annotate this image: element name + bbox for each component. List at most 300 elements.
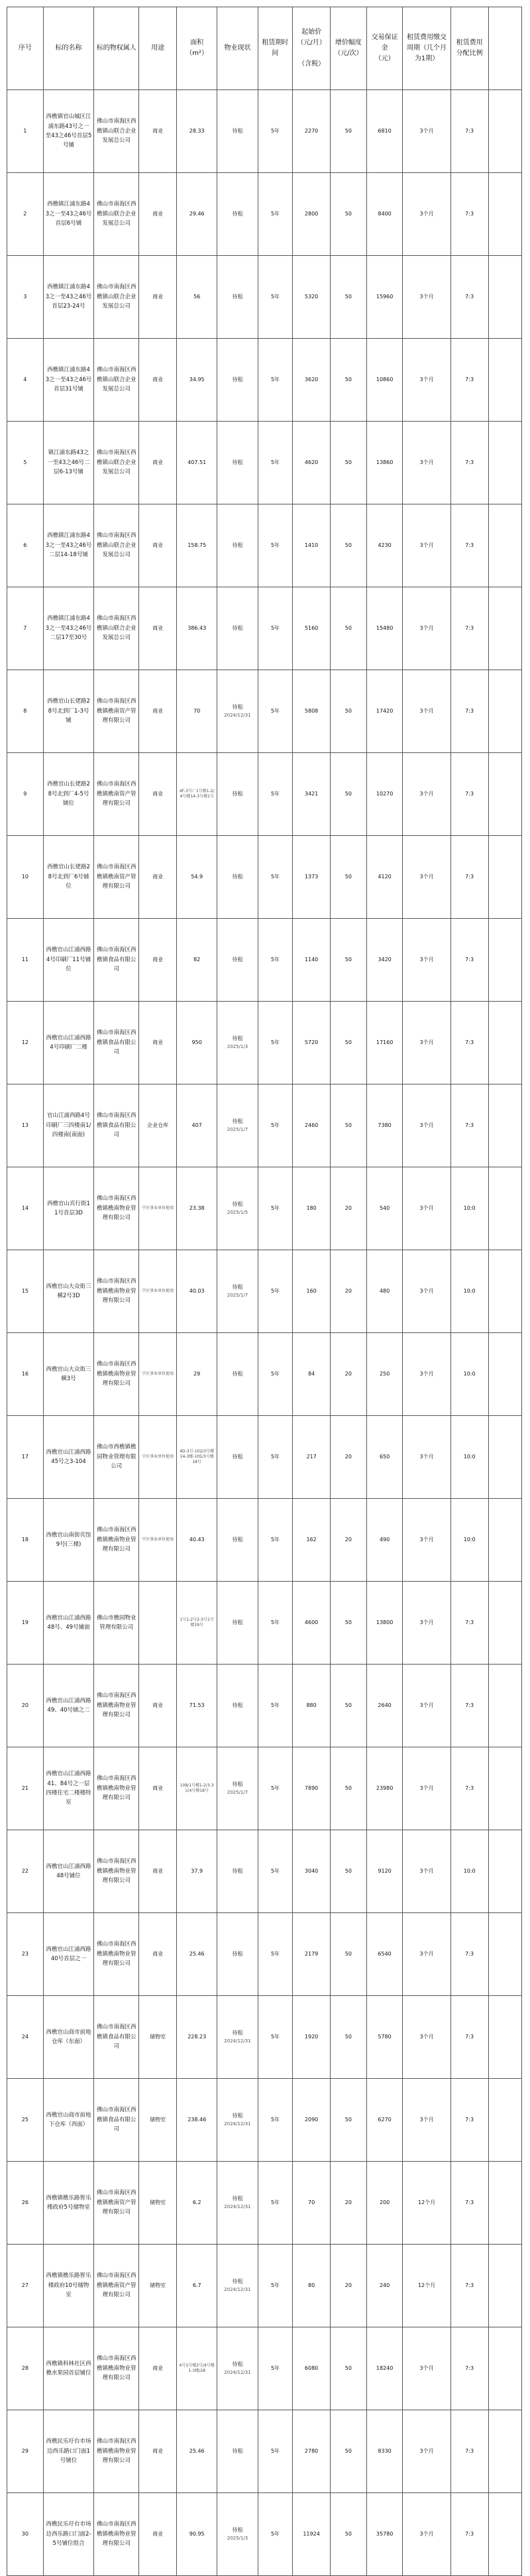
cell-deposit: 10270 [366,753,403,836]
cell-status [217,1002,258,1084]
cell-increment: 20 [331,1167,367,1250]
cell-lease-period: 5年 [258,670,293,753]
cell-name: 西樵官山江浦西路49、40号铺之二 [43,1665,94,1747]
table-row [7,1084,522,1167]
cell-lease-period: 5年 [258,1830,293,1913]
cell-increment: 50 [331,1996,367,2079]
cell-usage: 商业 [139,836,177,919]
cell-deposit: 200 [366,2162,403,2245]
cell-deposit: 2640 [366,1665,403,1747]
cell-owner: 佛山市南海区西樵镇樵南物业管理有限公司 [94,1747,139,1830]
cell-status [217,90,258,173]
cell-lease-period: 5年 [258,1913,293,1996]
cell-area: 1号1-2号2-3号1号楼19号 [177,1582,217,1665]
cell-owner: 佛山市南海区西樵镇食品有限公司 [94,2079,139,2162]
cell-status [217,1416,258,1499]
cell-area: 950 [177,1002,217,1084]
cell-payment-cycle: 3个月 [403,919,450,1002]
cell-no: 20 [7,1665,44,1747]
cell-payment-cycle: 3个月 [403,2079,450,2162]
cell-deposit: 540 [366,1167,403,1250]
cell-payment-cycle: 3个月 [403,1167,450,1250]
cell-deposit: 15480 [366,587,403,670]
cell-start-price: 160 [293,1250,331,1333]
cell-spacer [488,1416,521,1499]
cell-deposit: 10860 [366,339,403,422]
cell-no: 12 [7,1002,44,1084]
status-date: 2025/1/3 [227,1043,248,1049]
table-row [7,504,522,587]
cell-payment-cycle: 3个月 [403,339,450,422]
header-name: 标的名称 [43,7,94,90]
cell-usage: 宁区事业单位使用 [139,1499,177,1582]
cell-payment-cycle: 3个月 [403,1499,450,1582]
cell-name: 西樵镇江浦东路43之一至43之46号二层17至30号 [43,587,94,670]
cell-spacer [488,2410,521,2493]
status-date: 2024/12/31 [224,712,251,718]
cell-spacer [488,670,521,753]
cell-status [217,2079,258,2162]
cell-name: 西樵镇江浦东路43之一至43之46号首层6号铺 [43,173,94,256]
cell-area: 29.46 [177,173,217,256]
cell-split-ratio: 7:3 [450,422,488,504]
cell-start-price: 3040 [293,1830,331,1913]
cell-split-ratio: 7:3 [450,173,488,256]
cell-deposit: 490 [366,1499,403,1582]
cell-owner: 佛山市南海区西樵镇樵南资产管理有限公司 [94,2162,139,2245]
cell-usage: 储物室 [139,2245,177,2327]
cell-status [217,670,258,753]
cell-payment-cycle: 3个月 [403,504,450,587]
cell-lease-period: 5年 [258,836,293,919]
cell-lease-period: 5年 [258,1665,293,1747]
cell-no: 10 [7,836,44,919]
cell-increment: 50 [331,2327,367,2410]
cell-lease-period: 5年 [258,1996,293,2079]
cell-owner: 佛山市南海区西樵镇樵南物业管理有限公司 [94,1913,139,1996]
table-row [7,1913,522,1996]
cell-status [217,2493,258,2576]
status-date: 2024/12/31 [224,2369,251,2375]
cell-start-price: 2179 [293,1913,331,1996]
cell-spacer [488,1665,521,1747]
cell-increment: 50 [331,1913,367,1996]
cell-split-ratio: 7:3 [450,670,488,753]
cell-owner: 佛山市南海区西樵镇樵南物业管理有限公司 [94,2327,139,2410]
cell-lease-period: 5年 [258,2410,293,2493]
cell-usage: 商业 [139,670,177,753]
table-row [7,1830,522,1913]
cell-spacer [488,90,521,173]
cell-start-price: 4620 [293,422,331,504]
cell-name: 西樵官山江浦西路45号之3-104 [43,1416,94,1499]
cell-no: 11 [7,919,44,1002]
table-row [7,753,522,836]
cell-deposit: 13860 [366,422,403,504]
cell-status [217,2162,258,2245]
cell-split-ratio: 7:3 [450,339,488,422]
cell-owner: 佛山市南海区西樵镇山联合企业发展总公司 [94,90,139,173]
cell-payment-cycle: 3个月 [403,1582,450,1665]
cell-deposit: 6810 [366,90,403,173]
header-deposit: 交易保证金 （元） [366,7,403,90]
cell-area: 6.2 [177,2162,217,2245]
cell-payment-cycle: 3个月 [403,1084,450,1167]
header-increment: 增价幅度 （元/次） [331,7,367,90]
cell-increment: 50 [331,753,367,836]
cell-usage: 宁区事业单位使用 [139,1167,177,1250]
cell-start-price: 5160 [293,587,331,670]
cell-name: 西樵官山江浦西路41、84号之一层四楼住宅二楼楼特室 [43,1747,94,1830]
cell-area: 108/1号楼1-2/3-3层4号楼18号 [177,1747,217,1830]
cell-start-price: 1140 [293,919,331,1002]
cell-increment: 50 [331,670,367,753]
cell-usage: 商业 [139,1665,177,1747]
cell-split-ratio: 10:0 [450,1416,488,1499]
cell-split-ratio: 7:3 [450,2162,488,2245]
cell-payment-cycle: 3个月 [403,836,450,919]
cell-increment: 50 [331,1084,367,1167]
cell-owner: 佛山市南海区西樵镇山联合企业发展总公司 [94,173,139,256]
cell-status [217,1913,258,1996]
header-usage: 用途 [139,7,177,90]
cell-deposit: 17420 [366,670,403,753]
cell-name: 官山江浦西路4号印刷厂三四楼南1/四楼南(南面) [43,1084,94,1167]
cell-increment: 20 [331,2162,367,2245]
cell-split-ratio: 7:3 [450,504,488,587]
status-text: 待租 [232,127,243,134]
table-body [7,90,522,2576]
cell-name: 西樵官山长佬路28号北到厂6号铺位 [43,836,94,919]
header-lease-period: 租赁期时间 [258,7,293,90]
cell-lease-period: 5年 [258,587,293,670]
cell-lease-period: 5年 [258,1167,293,1250]
cell-spacer [488,2162,521,2245]
cell-no: 13 [7,1084,44,1167]
cell-spacer [488,1250,521,1333]
cell-status [217,2245,258,2327]
cell-usage: 储物室 [139,1996,177,2079]
cell-no: 22 [7,1830,44,1913]
cell-owner: 佛山市南海区西樵镇山联合企业发展总公司 [94,587,139,670]
cell-status [217,1996,258,2079]
cell-usage: 商业 [139,919,177,1002]
cell-owner: 佛山市南海区西樵镇樵南资产管理有限公司 [94,753,139,836]
cell-spacer [488,1830,521,1913]
cell-area: 25.46 [177,1913,217,1996]
cell-start-price: 162 [293,1499,331,1582]
status-date: 2024/12/31 [224,2038,251,2044]
cell-deposit: 250 [366,1333,403,1416]
cell-area: 407 [177,1084,217,1167]
table-row [7,2079,522,2162]
cell-name: 西樵民乐圩台市场边西乐路口门面1号铺位 [43,2410,94,2493]
cell-area: 37.9 [177,1830,217,1913]
cell-area: 228.23 [177,1996,217,2079]
cell-usage: 宁区事业单位使用 [139,1250,177,1333]
cell-split-ratio: 7:3 [450,1084,488,1167]
cell-area: 82 [177,919,217,1002]
cell-status [217,1830,258,1913]
cell-area: 4号1号楼2号/4号楼1-3楼/28 [177,2327,217,2410]
cell-name: 西樵官山商市前地下仓库（西面） [43,2079,94,2162]
status-date: 2025/1/7 [227,1292,248,1298]
cell-increment: 50 [331,90,367,173]
cell-lease-period: 5年 [258,173,293,256]
cell-start-price: 4600 [293,1582,331,1665]
cell-payment-cycle: 3个月 [403,2410,450,2493]
status-text: 待租 [232,1284,243,1290]
status-text: 待租 [232,2195,243,2201]
cell-no: 7 [7,587,44,670]
cell-no: 23 [7,1913,44,1996]
cell-lease-period: 5年 [258,1747,293,1830]
cell-spacer [488,2327,521,2410]
cell-usage: 商业 [139,339,177,422]
status-text: 待租 [232,2278,243,2284]
cell-lease-period: 5年 [258,256,293,339]
cell-payment-cycle: 3个月 [403,1002,450,1084]
cell-increment: 50 [331,256,367,339]
cell-name: 西樵镇江浦东路43之一至43之46号二层14-18号铺 [43,504,94,587]
cell-split-ratio: 7:3 [450,919,488,1002]
status-date: 2025/1/5 [227,1209,248,1215]
cell-payment-cycle: 3个月 [403,1250,450,1333]
cell-area: 238.46 [177,2079,217,2162]
cell-payment-cycle: 3个月 [403,670,450,753]
cell-increment: 50 [331,2410,367,2493]
table-row [7,2493,522,2576]
cell-increment: 50 [331,504,367,587]
cell-owner: 佛山市南海区西樵镇樵南物业管理有限公司 [94,1250,139,1333]
status-text: 待租 [232,790,243,797]
cell-payment-cycle: 12个月 [403,2162,450,2245]
cell-increment: 20 [331,1333,367,1416]
cell-split-ratio: 10:0 [450,1333,488,1416]
cell-status [217,1665,258,1747]
cell-usage: 宁区事业单位使用 [139,1333,177,1416]
cell-split-ratio: 7:3 [450,1002,488,1084]
cell-start-price: 5808 [293,670,331,753]
status-text: 待租 [232,1370,243,1377]
cell-start-price: 11924 [293,2493,331,2576]
cell-area: 90.95 [177,2493,217,2576]
status-text: 待租 [232,1453,243,1460]
cell-lease-period: 5年 [258,2079,293,2162]
cell-start-price: 217 [293,1416,331,1499]
cell-payment-cycle: 3个月 [403,1830,450,1913]
cell-owner: 佛山市南海区西樵镇樵南资产管理有限公司 [94,836,139,919]
cell-start-price: 2780 [293,2410,331,2493]
cell-increment: 50 [331,836,367,919]
status-text: 待租 [232,1536,243,1543]
table-row [7,256,522,339]
cell-status [217,1333,258,1416]
cell-start-price: 180 [293,1167,331,1250]
cell-lease-period: 5年 [258,753,293,836]
status-text: 待租 [232,956,243,963]
status-text: 待租 [232,624,243,631]
cell-payment-cycle: 3个月 [403,587,450,670]
cell-name: 西樵官山大众街三横3号 [43,1333,94,1416]
table-row [7,173,522,256]
cell-spacer [488,2245,521,2327]
cell-spacer [488,1333,521,1416]
cell-increment: 50 [331,587,367,670]
cell-deposit: 4230 [366,504,403,587]
cell-area: 158.75 [177,504,217,587]
cell-spacer [488,587,521,670]
cell-no: 24 [7,1996,44,2079]
auction-listing-table [7,7,522,2576]
cell-payment-cycle: 3个月 [403,1747,450,1830]
cell-name: 西樵镇江浦东路43之一至43之46号首层23-24号 [43,256,94,339]
cell-lease-period: 5年 [258,919,293,1002]
table-row [7,90,522,173]
cell-lease-period: 5年 [258,422,293,504]
status-text: 待租 [232,2527,243,2533]
cell-status [217,1499,258,1582]
cell-area: 70 [177,670,217,753]
cell-split-ratio: 7:3 [450,90,488,173]
cell-split-ratio: 7:3 [450,1747,488,1830]
cell-deposit: 6270 [366,2079,403,2162]
cell-name: 西樵镇樵乐路智乐楼政府10号储物室 [43,2245,94,2327]
table-row [7,919,522,1002]
cell-spacer [488,1167,521,1250]
cell-status [217,1250,258,1333]
cell-no: 1 [7,90,44,173]
cell-spacer [488,173,521,256]
cell-area: 4F-3号厂1号楼1-2/4号楼14-3号楼1号 [177,753,217,836]
cell-name: 西樵官山江浦西路48号、49号铺面 [43,1582,94,1665]
status-text: 待租 [232,459,243,465]
cell-start-price: 6080 [293,2327,331,2410]
table-row [7,587,522,670]
cell-lease-period: 5年 [258,2327,293,2410]
cell-status [217,173,258,256]
cell-area: 29 [177,1333,217,1416]
cell-name: 镇江浦东路43之一至43之46号二层6-13号铺 [43,422,94,504]
cell-spacer [488,1499,521,1582]
table-row [7,2327,522,2410]
cell-name: 西樵官山江浦西路4号印刷厂二楼 [43,1002,94,1084]
cell-increment: 50 [331,2079,367,2162]
cell-area: 34.95 [177,339,217,422]
cell-spacer [488,919,521,1002]
cell-spacer [488,2079,521,2162]
cell-area: 28.33 [177,90,217,173]
table-row [7,2410,522,2493]
cell-payment-cycle: 3个月 [403,1996,450,2079]
cell-name: 西樵镇樵乐路智乐楼政府5号储物室 [43,2162,94,2245]
cell-no: 25 [7,2079,44,2162]
cell-area: 54.9 [177,836,217,919]
status-text: 待租 [232,873,243,880]
cell-status [217,919,258,1002]
header-split-ratio: 租赁费用分配比例 [450,7,488,90]
cell-usage: 商业 [139,1913,177,1996]
table-row [7,1167,522,1250]
status-text: 待租 [232,2030,243,2036]
cell-status [217,1167,258,1250]
cell-usage: 商业 [139,2410,177,2493]
status-text: 待租 [232,1950,243,1957]
cell-area: 6.7 [177,2245,217,2327]
cell-increment: 20 [331,1499,367,1582]
cell-deposit: 18240 [366,2327,403,2410]
cell-spacer [488,836,521,919]
status-date: 2024/12/31 [224,2286,251,2292]
cell-lease-period: 5年 [258,1499,293,1582]
cell-deposit: 3420 [366,919,403,1002]
cell-deposit: 35780 [366,2493,403,2576]
cell-no: 16 [7,1333,44,1416]
cell-area: 40.43 [177,1499,217,1582]
cell-increment: 20 [331,1250,367,1333]
cell-no: 4 [7,339,44,422]
cell-owner: 佛山市南海区西樵镇樵南物业管理有限公司 [94,2410,139,2493]
table-row [7,1582,522,1665]
cell-split-ratio: 7:3 [450,2079,488,2162]
status-text: 待租 [232,1118,243,1124]
cell-split-ratio: 7:3 [450,1582,488,1665]
cell-lease-period: 5年 [258,2162,293,2245]
table-row [7,1250,522,1333]
cell-lease-period: 5年 [258,339,293,422]
cell-increment: 50 [331,173,367,256]
cell-usage: 商业 [139,587,177,670]
cell-split-ratio: 7:3 [450,587,488,670]
table-row [7,670,522,753]
cell-payment-cycle: 3个月 [403,1665,450,1747]
status-date: 2025/1/3 [227,2535,248,2541]
cell-spacer [488,1913,521,1996]
cell-start-price: 5720 [293,1002,331,1084]
header-start-price: 起始价 （元/月） （含税） [293,7,331,90]
cell-split-ratio: 7:3 [450,1996,488,2079]
cell-usage: 商业 [139,2327,177,2410]
cell-area: 40.03 [177,1250,217,1333]
cell-no: 28 [7,2327,44,2410]
cell-deposit: 13800 [366,1582,403,1665]
status-text: 待租 [232,210,243,217]
cell-lease-period: 5年 [258,1333,293,1416]
table-row [7,422,522,504]
cell-increment: 50 [331,2493,367,2576]
cell-usage: 商业 [139,422,177,504]
cell-increment: 50 [331,339,367,422]
cell-start-price: 7890 [293,1747,331,1830]
cell-no: 30 [7,2493,44,2576]
status-text: 待租 [232,1201,243,1207]
cell-area: 4D-3号-102/3号楼14-3楼-105/3号楼18号 [177,1416,217,1499]
cell-payment-cycle: 3个月 [403,1416,450,1499]
cell-name: 西樵官山长佬路28号北到厂4-5号铺位 [43,753,94,836]
cell-owner: 佛山市南海区西樵镇食品有限公司 [94,1996,139,2079]
cell-no: 18 [7,1499,44,1582]
table-row [7,2162,522,2245]
cell-owner: 佛山市樵园物业管理有限公司 [94,1582,139,1665]
cell-name: 西樵官山江浦西路40号首层之一 [43,1913,94,1996]
header-payment-cycle: 租赁费用缴交周期（几个月为1期） [403,7,450,90]
cell-increment: 50 [331,1747,367,1830]
cell-spacer [488,2493,521,2576]
cell-owner: 佛山市南海区西樵镇樵南物业管理有限公司 [94,1830,139,1913]
cell-deposit: 17160 [366,1002,403,1084]
cell-name: 西樵官山商市前地仓库（东面） [43,1996,94,2079]
cell-area: 23.38 [177,1167,217,1250]
